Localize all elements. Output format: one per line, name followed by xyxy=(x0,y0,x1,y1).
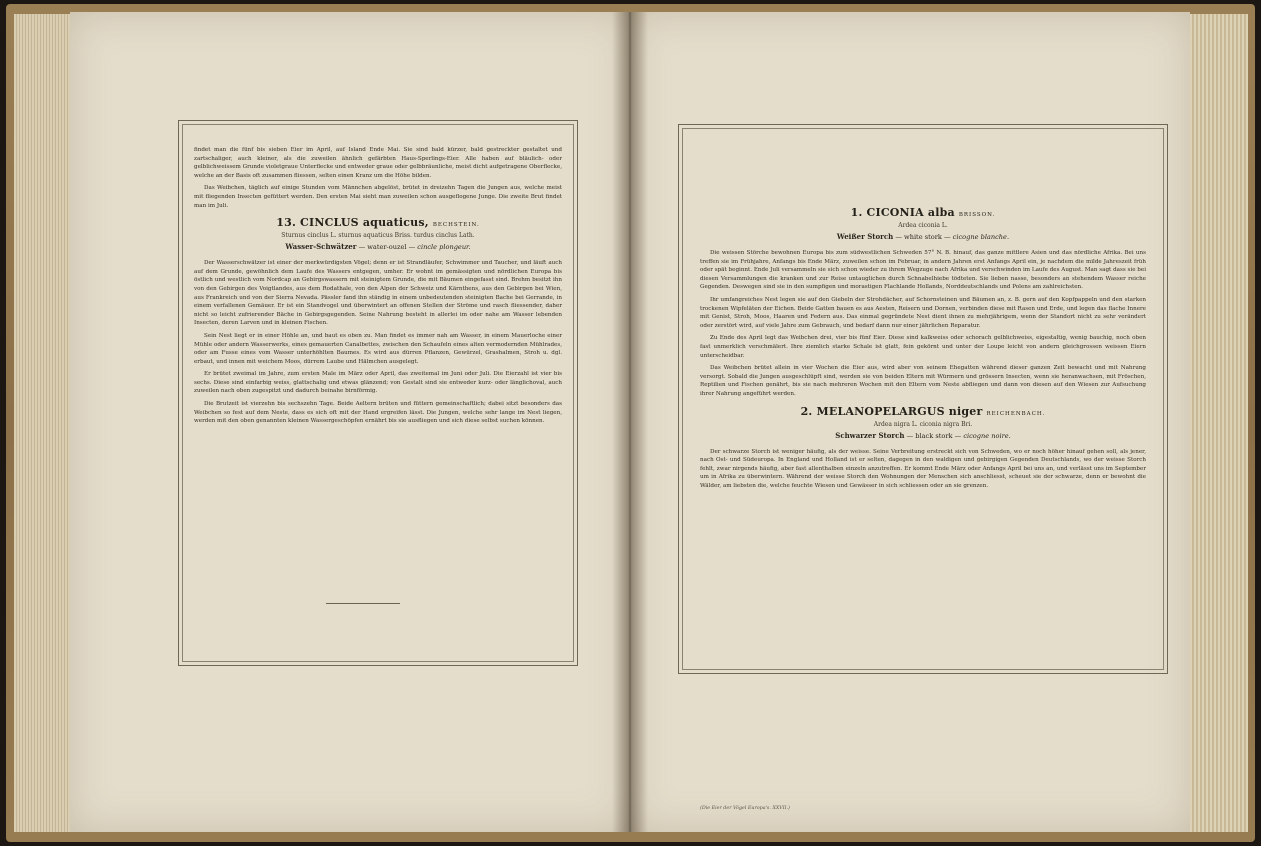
name-dash: — xyxy=(943,233,951,241)
french-name: cicogne blanche. xyxy=(952,233,1010,241)
book-gutter xyxy=(612,12,648,832)
paragraph: Der schwarze Storch ist weniger häufig, als der weisse. Seine Verbreitung erstreckt sich von Schweden, wo er noch höher hinauf gehen soll, als jener, nach Ost- und Südeuropa. In England und Holland ist er selten, dagegen in den waldigen und gebirgigen Gegenden Deutschlands, wo der weisse Storch fehlt, zwar nirgends häufig, aber fast allenthalben einzeln anzutreffen. Er kommt Ende März oder Anfangs April bei uns an, und verlässt uns im September um in Afrika zu überwintern. Während der weisse Storch den Wohnungen der Menschen sich anschliesst, scheuet sie der schwarze, denn er bewohnt die Wälder, am liebsten die, welche feuchte Wiesen und Gewässer in sich schliessen oder an sie grenzen. xyxy=(700,448,1146,489)
section-author: REICHENBACH. xyxy=(986,410,1046,417)
section-title: CICONIA alba xyxy=(866,206,955,219)
paragraph: Das Weibchen brütet allein in vier Wochen die Eier aus, wird aber von seinem Ehegatten während dieser ganzen Zeit bewacht und mit Nahrung versorgt. Sobald die Jungen ausgeschlüpft sind, werden sie von beiden Eltern mit Würmern und grössern Insecten, wenn sie heranwachsen, mit Fröschen, Reptilien und Fischen genährt, bis sie nach mehreren Wochen mit den Eltern vom Neste abfliegen und dann von diesen auf den Wiesen zur Aufsuchung ihrer Nahrung angeführt werden. xyxy=(700,365,1146,397)
name-dash: — xyxy=(906,431,914,440)
synonyms: Ardea nigra L. ciconia nigra Bri. xyxy=(873,420,973,428)
common-names xyxy=(700,431,1146,440)
german-name: Wasser-Schwätzer xyxy=(285,242,357,252)
name-dash: — xyxy=(358,243,366,252)
page-edges-right xyxy=(1188,14,1248,832)
french-name: cincle plongeur. xyxy=(417,243,471,252)
page-footer: (Die Eier der Vögel Europa's. XXVII.) xyxy=(700,806,790,811)
synonyms: Ardea ciconia L. xyxy=(898,222,948,229)
right-page-content xyxy=(700,200,1146,494)
paragraph: Ihr umfangreiches Nest legen sie auf den Giebeln der Strohdächer, auf Schornsteinen und Bäumen an, z. B. gern auf den Kopfpappeln und den starken trockenen Wipfeläten der Eichen. Beide Gatten bauen es aus Aesten, Reisern und Dornen, verbinden diese mit Rasen und Erde, und legen das flache Innere mit Genist, Stroh, Moos, Haaren und Federn aus. Das einmal gegründete Nest dient ihnen zu mehrjährigem, wenn der Standort nicht zu sehr verändert oder zerstört wird, auf viele Jahre zum Gebrauch, und bedarf dann nur einer jährlichen Reparatur. xyxy=(700,296,1146,329)
section-title: MELANOPELARGUS niger xyxy=(816,404,983,418)
paragraph: Das Weibchen, täglich auf einige Stunden vom Männchen abgelöst, brütet in dreizehn Tagen die Jungen aus, welche meist mit fliegenden Insecten gefüttert werden. Den ersten Mai sieht man zuweilen schon ausgeflogene Junge. Die zweite Brut findet man im Juli. xyxy=(194,185,562,209)
name-dash: — xyxy=(895,233,902,241)
section-heading xyxy=(700,405,1146,418)
name-dash: — xyxy=(954,431,962,440)
paragraph: findet man die fünf bis sieben Eier im April, auf Island Ende Mai. Sie sind bald kürzer, bald gestreckter gestaltet und zartschaliger, auch kleiner, als die zuweilen ähnlich gefärbten Haus-Sperlings-Eier. Alle haben auf bläulich- oder gelblichweissem Grunde violetgraue Unterflecke und entweder graue oder gelbbräunliche, meist dicht aufgetragene Oberflecke, welche an der Basis oft zusammen fliessen, selten einen Kranz um die Höhe bilden. xyxy=(194,147,562,179)
french-name: cicogne noire. xyxy=(963,431,1011,440)
end-rule xyxy=(326,603,400,604)
paragraph: Die weissen Störche bewohnen Europa bis zum südwestlichen Schweden 57° N. B. hinauf, das ganze mittlere Asien und das nördliche Afrika. Bei uns treffen sie im Frühjahre, Anfangs bis Ende März, zuweilen schon im Februar, in andern Jahren erst Anfangs April ein, je nachdem die milde Jahreszeit früh oder spät beginnt. Ende Juli versammeln sie sich schon wieder zu ihrem Wegzuge nach Afrika und verschwinden im Laufe des August. Man sagt dass sie bei diesen Versammlungen die kranken und zur Reise untauglichen durch Schnabelhiebe tödteten. Sie lieben nasse, besonders an stehendem Wasser reiche Gegenden. Deswegen sind sie in den sumpfigen und morastigen Flachlande Hollands, Norddeutschlands und Polens am zahlreichsten. xyxy=(700,250,1146,291)
common-names xyxy=(194,242,562,251)
english-name: black stork xyxy=(915,431,953,440)
paragraph: Der Wasserschwätzer ist einer der merkwürdigsten Vögel; denn er ist Strandläufer, Schwimmer und Taucher, und läuft auch auf dem Grunde, gewöhnlich dem Laufe des Wassers entgegen, umher. Er wohnt im gemässigten und nördlichen Europa bis östlich und westlich vom Nordcap an Gebirgswassern mit steinigtem Grunde, die mit Bäumen eingefasst sind. Brehm besitzt ihn von den Gebirgen des Voigtlandes, aus dem Rodathale, von den Alpen der Schweiz und Kärnthens, aus den Gebirgen bei Wien, aus Frankreich und von der Sierra Nevada. Pässler fand ihn ständig in einem unbedeutenden steinigten Bache bei Gerrande, in einem verfallenen Gemäuer. Er ist ein Standvogel und überwintert an offenen Stellen der Ströme und rasch fliessender, daher nicht so leicht zufrierender Bäche in Gebirgsgegenden. Seine Nahrung besteht in allerlei im oder nahe am Wasser lebenden Insecten, deren Larven und in kleinen Fischen. xyxy=(194,260,562,327)
english-name: white stork xyxy=(904,233,942,241)
name-dash: — xyxy=(408,243,416,252)
german-name: Weißer Storch xyxy=(836,232,894,241)
section-number: 1. xyxy=(850,206,863,219)
paragraph: Die Brutzeit ist vierzehn bis sechszehn Tage. Beide Aeltern brüten und füttern gemeinschaftlich; dabei sitzt besonders das Weibchen so fest auf dem Neste, dass es sich oft mit der Hand ergreifen lässt. Die Jungen, welche sehr lange im Nest liegen, werden mit den oben genannten kleinen Wassergeschöpfen ernährt bis sie ausfliegen und sich diese selbst suchen können. xyxy=(194,401,562,425)
page-edges-left xyxy=(14,14,72,832)
english-name: water-ouzel xyxy=(367,243,407,252)
section-heading xyxy=(194,216,562,229)
section-number: 13. xyxy=(276,216,297,230)
section-author: BRISSON. xyxy=(958,212,996,218)
synonyms: Sturnus cinclus L. sturnus aquaticus Briss. turdus cinclus Lath. xyxy=(281,232,475,240)
paragraph: Er brütet zweimal im Jahre, zum ersten Male im März oder April, das zweitemal im Juni oder Juli. Die Eierzahl ist vier bis sechs. Diese sind einfarbig weiss, glattschalig und etwas glänzend; von Gestalt sind sie entweder kurz- oder länglichoval, auch zuweilen nach oben zugespitzt und dadurch beinahe birnförmig. xyxy=(194,371,562,395)
left-page-content xyxy=(194,146,562,430)
paragraph: Zu Ende des April legt das Weibchen drei, vier bis fünf Eier. Diese sind kalkweiss oder schorach gelblichweiss, eigestaltig, wenig bauchig, noch oben fast unmerklich verschmälert. Ihre ziemlich starke Schale ist glatt, fein gekörnt und unter der Loupe leicht von andern gleichgrossen weissen Eiern unterscheidbar. xyxy=(700,335,1146,359)
section-title: CINCLUS aquaticus, xyxy=(300,216,429,230)
german-name: Schwarzer Storch xyxy=(835,430,905,440)
section-author: BECHSTEIN. xyxy=(432,222,480,229)
section-number: 2. xyxy=(800,404,813,418)
common-names xyxy=(700,232,1146,241)
section-heading xyxy=(700,206,1146,219)
paragraph: Sein Nest liegt er in einer Höhle an, und baut es oben zu. Man findet es immer nah am Wasser, in einem Mauerloche einer Mühle oder andern Wasserwerks, eines gemauerten Canalbettes, zwischen den Schaufeln eines alten vermodernden Mühlrades, oder am Fusse eines vom Wasser unterhöhlten Baumes. Es wird aus dürren Pflanzen, Gewürzel, Grashalmen, Stroh u. dgl. erbaut, und innen mit weichem Moos, dürrem Laube und Hälmchen ausgelegt. xyxy=(194,332,562,365)
